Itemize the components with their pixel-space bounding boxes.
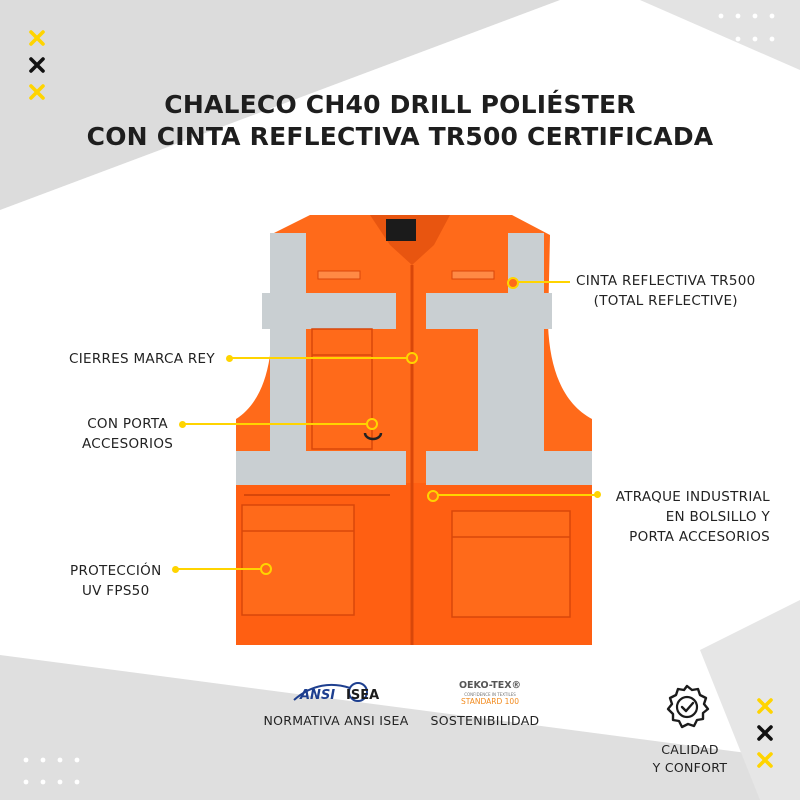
callout-atraque: ATRAQUE INDUSTRIAL EN BOLSILLO Y PORTA ACCESORIOS: [615, 489, 770, 545]
check-seal-icon: [663, 683, 711, 731]
ansi-isea-logo: ANSI ISEA: [292, 680, 402, 708]
callout-leader: [176, 568, 262, 570]
callout-leader: [183, 423, 369, 425]
callout-cinta-reflectiva: CINTA REFLECTIVA TR500 (TOTAL REFLECTIVE): [576, 273, 756, 309]
x-mark-icon: [754, 696, 778, 774]
quality-caption: CALIDAD Y CONFORT: [652, 742, 728, 775]
callout-marker: [366, 418, 378, 430]
ansi-caption: NORMATIVA ANSI ISEA: [263, 713, 409, 728]
callout-marker: [507, 277, 519, 289]
vest-image: [220, 205, 600, 655]
page-title-line-1: CHALECO CH40 DRILL POLIÉSTER: [164, 90, 636, 119]
callout-leader: [230, 357, 410, 359]
callout-leader: [518, 281, 570, 283]
callout-proteccion-uv: PROTECCIÓN UV FPS50: [70, 563, 162, 599]
callout-porta-accesorios: CON PORTA ACCESORIOS: [82, 416, 174, 452]
dot-grid-icon: [716, 10, 796, 46]
oeko-tex-logo: OEKO-TEX® CONFIDENCE IN TEXTILES STANDARD 100: [458, 680, 522, 706]
callout-cierres: CIERRES MARCA REY: [69, 351, 215, 367]
oeko-caption: SOSTENIBILIDAD: [430, 713, 540, 728]
callout-marker: [594, 491, 601, 498]
callout-leader: [438, 494, 596, 496]
callout-marker: [406, 352, 418, 364]
page-title-line-2: CON CINTA REFLECTIVA TR500 CERTIFICADA: [86, 122, 714, 151]
dot-grid-icon: [20, 752, 100, 792]
callout-marker: [260, 563, 272, 575]
callout-marker: [427, 490, 439, 502]
